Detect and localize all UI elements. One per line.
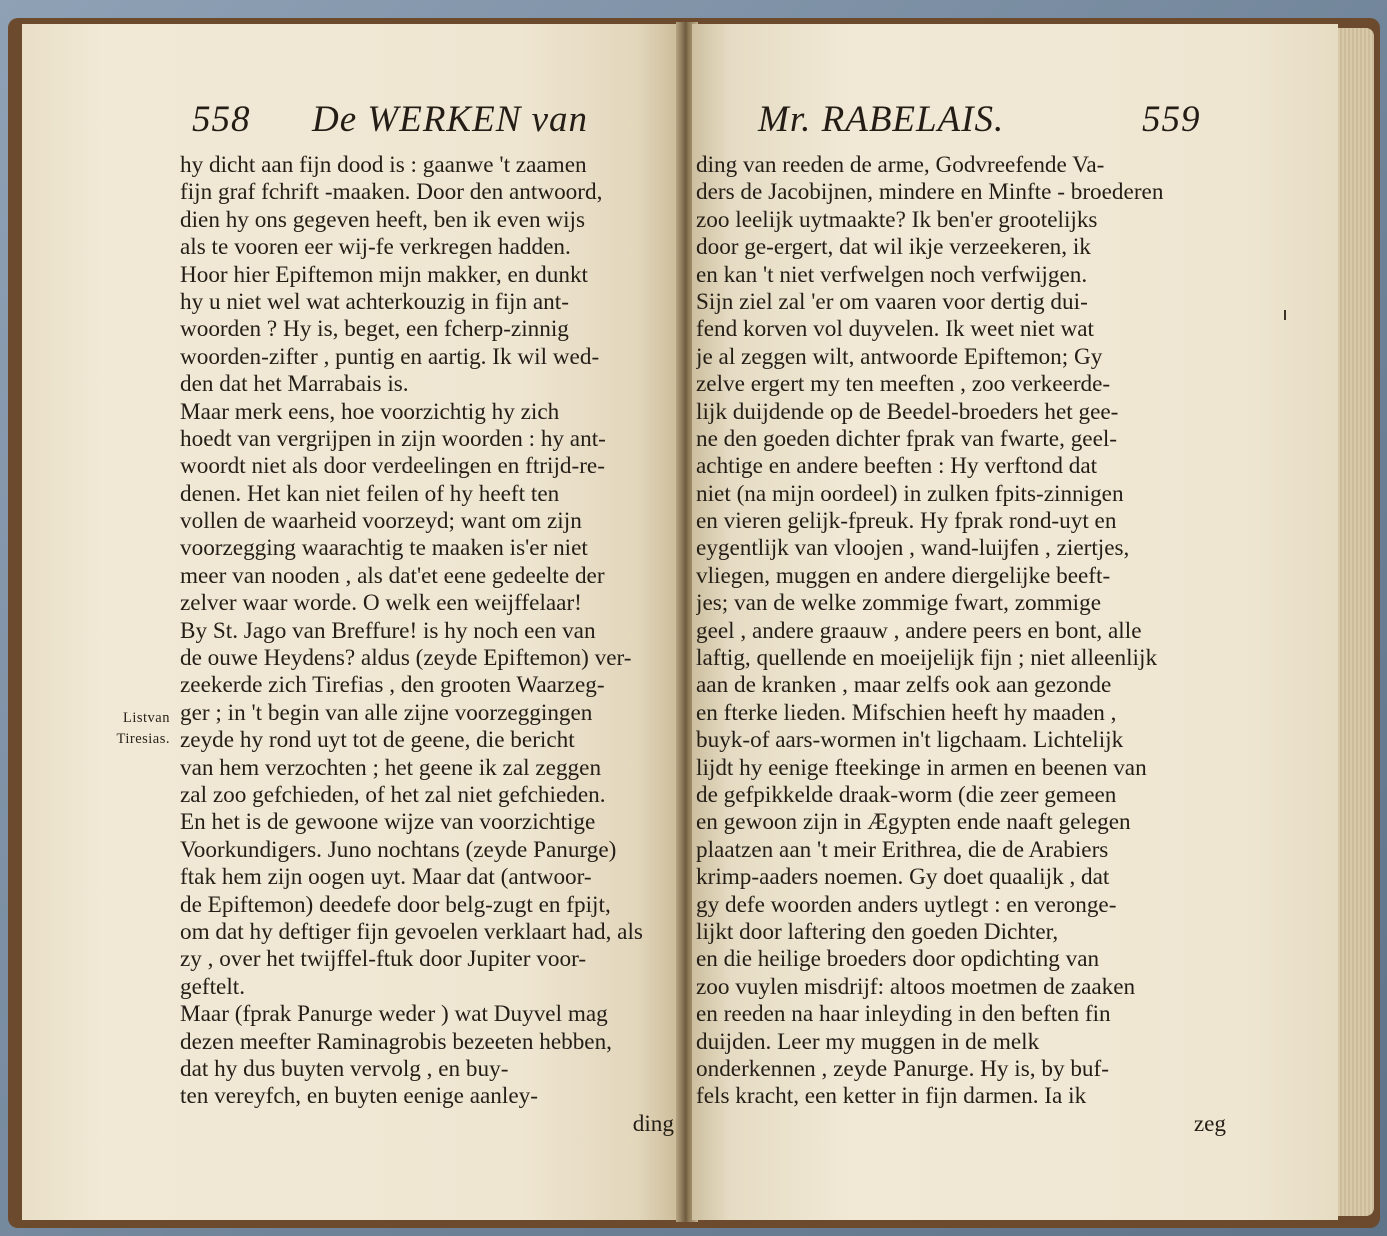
text-line: Voorkundigers. Juno nochtans (zeyde Panurge)	[180, 836, 617, 863]
text-line: de Epiftemon) deedefe door belg-zugt en fpijt,	[180, 891, 611, 918]
text-line: meer van nooden , als dat'et eene gedeelte der	[180, 562, 605, 589]
text-line: Sijn ziel zal 'er om vaaren voor dertig dui-	[696, 288, 1088, 315]
text-line: ger ; in 't begin van alle zijne voorzeggingen	[180, 699, 593, 726]
text-line: zelver waar worde. O welk een weijffelaar!	[180, 590, 582, 617]
right-page-body	[696, 152, 1226, 1138]
text-line: om dat hy deftiger fijn gevoelen verklaart had, als	[180, 918, 643, 945]
text-line: ftak hem zijn oogen uyt. Maar dat (antwoor-	[180, 864, 592, 891]
text-line: dezen meefter Raminagrobis bezeeten hebben,	[180, 1028, 612, 1055]
text-line: en gewoon zijn in Ægypten ende naaft gelegen	[696, 809, 1131, 836]
text-line: aan de kranken , maar zelfs ook aan gezonde	[696, 672, 1112, 699]
text-line: lijk duijdende op de Beedel-broeders het gee-	[696, 398, 1119, 425]
text-line: Hoor hier Epiftemon mijn makker, en dunkt	[180, 261, 588, 288]
text-line: krimp-aaders noemen. Gy doet quaalijk , dat	[696, 864, 1110, 891]
text-line: woorden ? Hy is, beget, een fcherp-zinnig	[180, 316, 569, 343]
text-line: hy u niet wel wat achterkouzig in fijn ant-	[180, 288, 569, 315]
text-line: ding	[632, 1110, 674, 1137]
text-line: en vieren gelijk-fpreuk. Hy fprak rond-uyt en	[696, 508, 1117, 535]
text-line: ding van reeden de arme, Godvreefende Va-	[696, 152, 1105, 178]
left-page	[22, 24, 684, 1220]
page-edges	[1338, 28, 1374, 1216]
text-line: zeekerde zich Tirefias , den grooten Waarzeg-	[180, 672, 605, 699]
stray-mark	[1284, 310, 1286, 320]
margin-note-line: Tiresias.	[116, 731, 170, 747]
text-line: zeyde hy rond uyt tot de geene, die bericht	[180, 727, 575, 754]
text-line: ders de Jacobijnen, mindere en Minfte - broederen	[696, 179, 1164, 206]
text-line: zelve ergert my ten meeften , zoo verkeerde-	[696, 371, 1111, 398]
text-line: als te vooren eer wij-fe verkregen hadden.	[180, 234, 571, 261]
text-line: zoo vuylen misdrijf: altoos moetmen de zaaken	[696, 973, 1136, 1000]
text-line: plaatzen aan 't meir Erithrea, die de Arabiers	[696, 836, 1109, 863]
text-line: fijn graf fchrift -maaken. Door den antwoord,	[180, 179, 603, 206]
text-line: van hem verzochten ; het geene ik zal zeggen	[180, 754, 602, 781]
text-line: de ouwe Heydens? aldus (zeyde Epiftemon) ver-	[180, 645, 632, 672]
text-line: zal zoo gefchieden, of het zal niet gefchieden.	[180, 781, 606, 808]
text-line: lijkt door laftering den goeden Dichter,	[696, 918, 1059, 945]
open-book	[8, 18, 1380, 1228]
right-page	[692, 24, 1338, 1220]
text-line: vollen de waarheid voorzeyd; want om zijn	[180, 508, 582, 535]
text-line: woordt niet als door verdeelingen en ftrijd-re-	[180, 453, 605, 480]
text-line: ne den goeden dichter fprak van fwarte, geel-	[696, 425, 1118, 452]
text-line: geel , andere graauw , andere peers en bont, alle	[696, 617, 1142, 644]
text-line: je al zeggen wilt, antwoorde Epiftemon; Gy	[696, 343, 1103, 370]
text-line: door ge-ergert, dat wil ikje verzeekeren, ik	[696, 234, 1091, 261]
text-line: zoo leelijk uytmaakte? Ik ben'er grootelijks	[696, 206, 1098, 233]
text-line: onderkennen , zeyde Panurge. Hy is, by buf-	[696, 1055, 1109, 1082]
text-line: Maar (fprak Panurge weder ) wat Duyvel mag	[180, 1001, 608, 1028]
text-line: dien hy ons gegeven heeft, ben ik even wijs	[180, 206, 586, 233]
text-line: fels kracht, een ketter in fijn darmen. Ia ik	[696, 1083, 1087, 1110]
text-line: lijdt hy eenige fteekinge in armen en beenen van	[696, 754, 1147, 781]
margin-note-line: Listvan	[123, 710, 170, 726]
text-line: den dat het Marrabais is.	[180, 371, 409, 398]
text-line: gy defe woorden anders uytlegt : en veronge-	[696, 891, 1117, 918]
text-line: ten vereyfch, en buyten eenige aanley-	[180, 1083, 538, 1110]
text-line: hy dicht aan fijn dood is : gaanwe 't zaamen	[180, 152, 587, 178]
right-running-title: Mr. RABELAIS.	[758, 99, 1005, 140]
text-line: En het is de gewoone wijze van voorzichtige	[180, 809, 596, 836]
text-line: fend korven vol duyvelen. Ik weet niet wat	[696, 316, 1094, 343]
text-line: eygentlijk van vloojen , wand-luijfen , ziertjes,	[696, 535, 1130, 562]
text-line: By St. Jago van Breffure! is hy noch een van	[180, 617, 596, 644]
text-line: en die heilige broeders door opdichting van	[696, 946, 1100, 973]
text-line: achtige en andere beeften : Hy verftond dat	[696, 453, 1098, 480]
text-line: hoedt van vergrijpen in zijn woorden : hy ant-	[180, 425, 606, 452]
text-line: niet (na mijn oordeel) in zulken fpits-zinnigen	[696, 480, 1124, 507]
text-line: en fterke lieden. Mifschien heeft hy maaden ,	[696, 699, 1117, 726]
text-line: denen. Het kan niet feilen of hy heeft ten	[180, 480, 560, 507]
text-line: de gefpikkelde draak-worm (die zeer gemeen	[696, 781, 1117, 808]
text-line: buyk-of aars-wormen in't ligchaam. Lichtelijk	[696, 727, 1124, 754]
text-line: duijden. Leer my muggen in de melk	[696, 1028, 1040, 1055]
margin-note	[80, 708, 170, 750]
text-line: woorden-zifter , puntig en aartig. Ik wil wed-	[180, 343, 600, 370]
text-line: en kan 't niet verfwelgen noch verfwijgen.	[696, 261, 1088, 288]
text-line: dat hy dus buyten vervolg , en buy-	[180, 1055, 509, 1082]
left-page-body	[180, 152, 674, 1138]
text-line: geftelt.	[180, 973, 246, 1000]
left-page-number: 558	[192, 99, 251, 140]
left-running-title: De WERKEN van	[312, 99, 589, 140]
text-line: laftig, quellende en moeijelijk fijn ; niet alleenlijk	[696, 645, 1158, 672]
text-line: voorzegging waarachtig te maaken is'er niet	[180, 535, 588, 562]
text-line: zy , over het twijffel-ftuk door Jupiter voor-	[180, 946, 587, 973]
text-line: vliegen, muggen en andere diergelijke beeft-	[696, 562, 1111, 589]
text-line: en reeden na haar inleyding in den beften fin	[696, 1001, 1111, 1028]
right-page-number: 559	[1142, 99, 1201, 140]
text-line: jes; van de welke zommige fwart, zommige	[696, 590, 1102, 617]
text-line: zeg	[1193, 1110, 1226, 1137]
text-line: Maar merk eens, hoe voorzichtig hy zich	[180, 398, 560, 425]
